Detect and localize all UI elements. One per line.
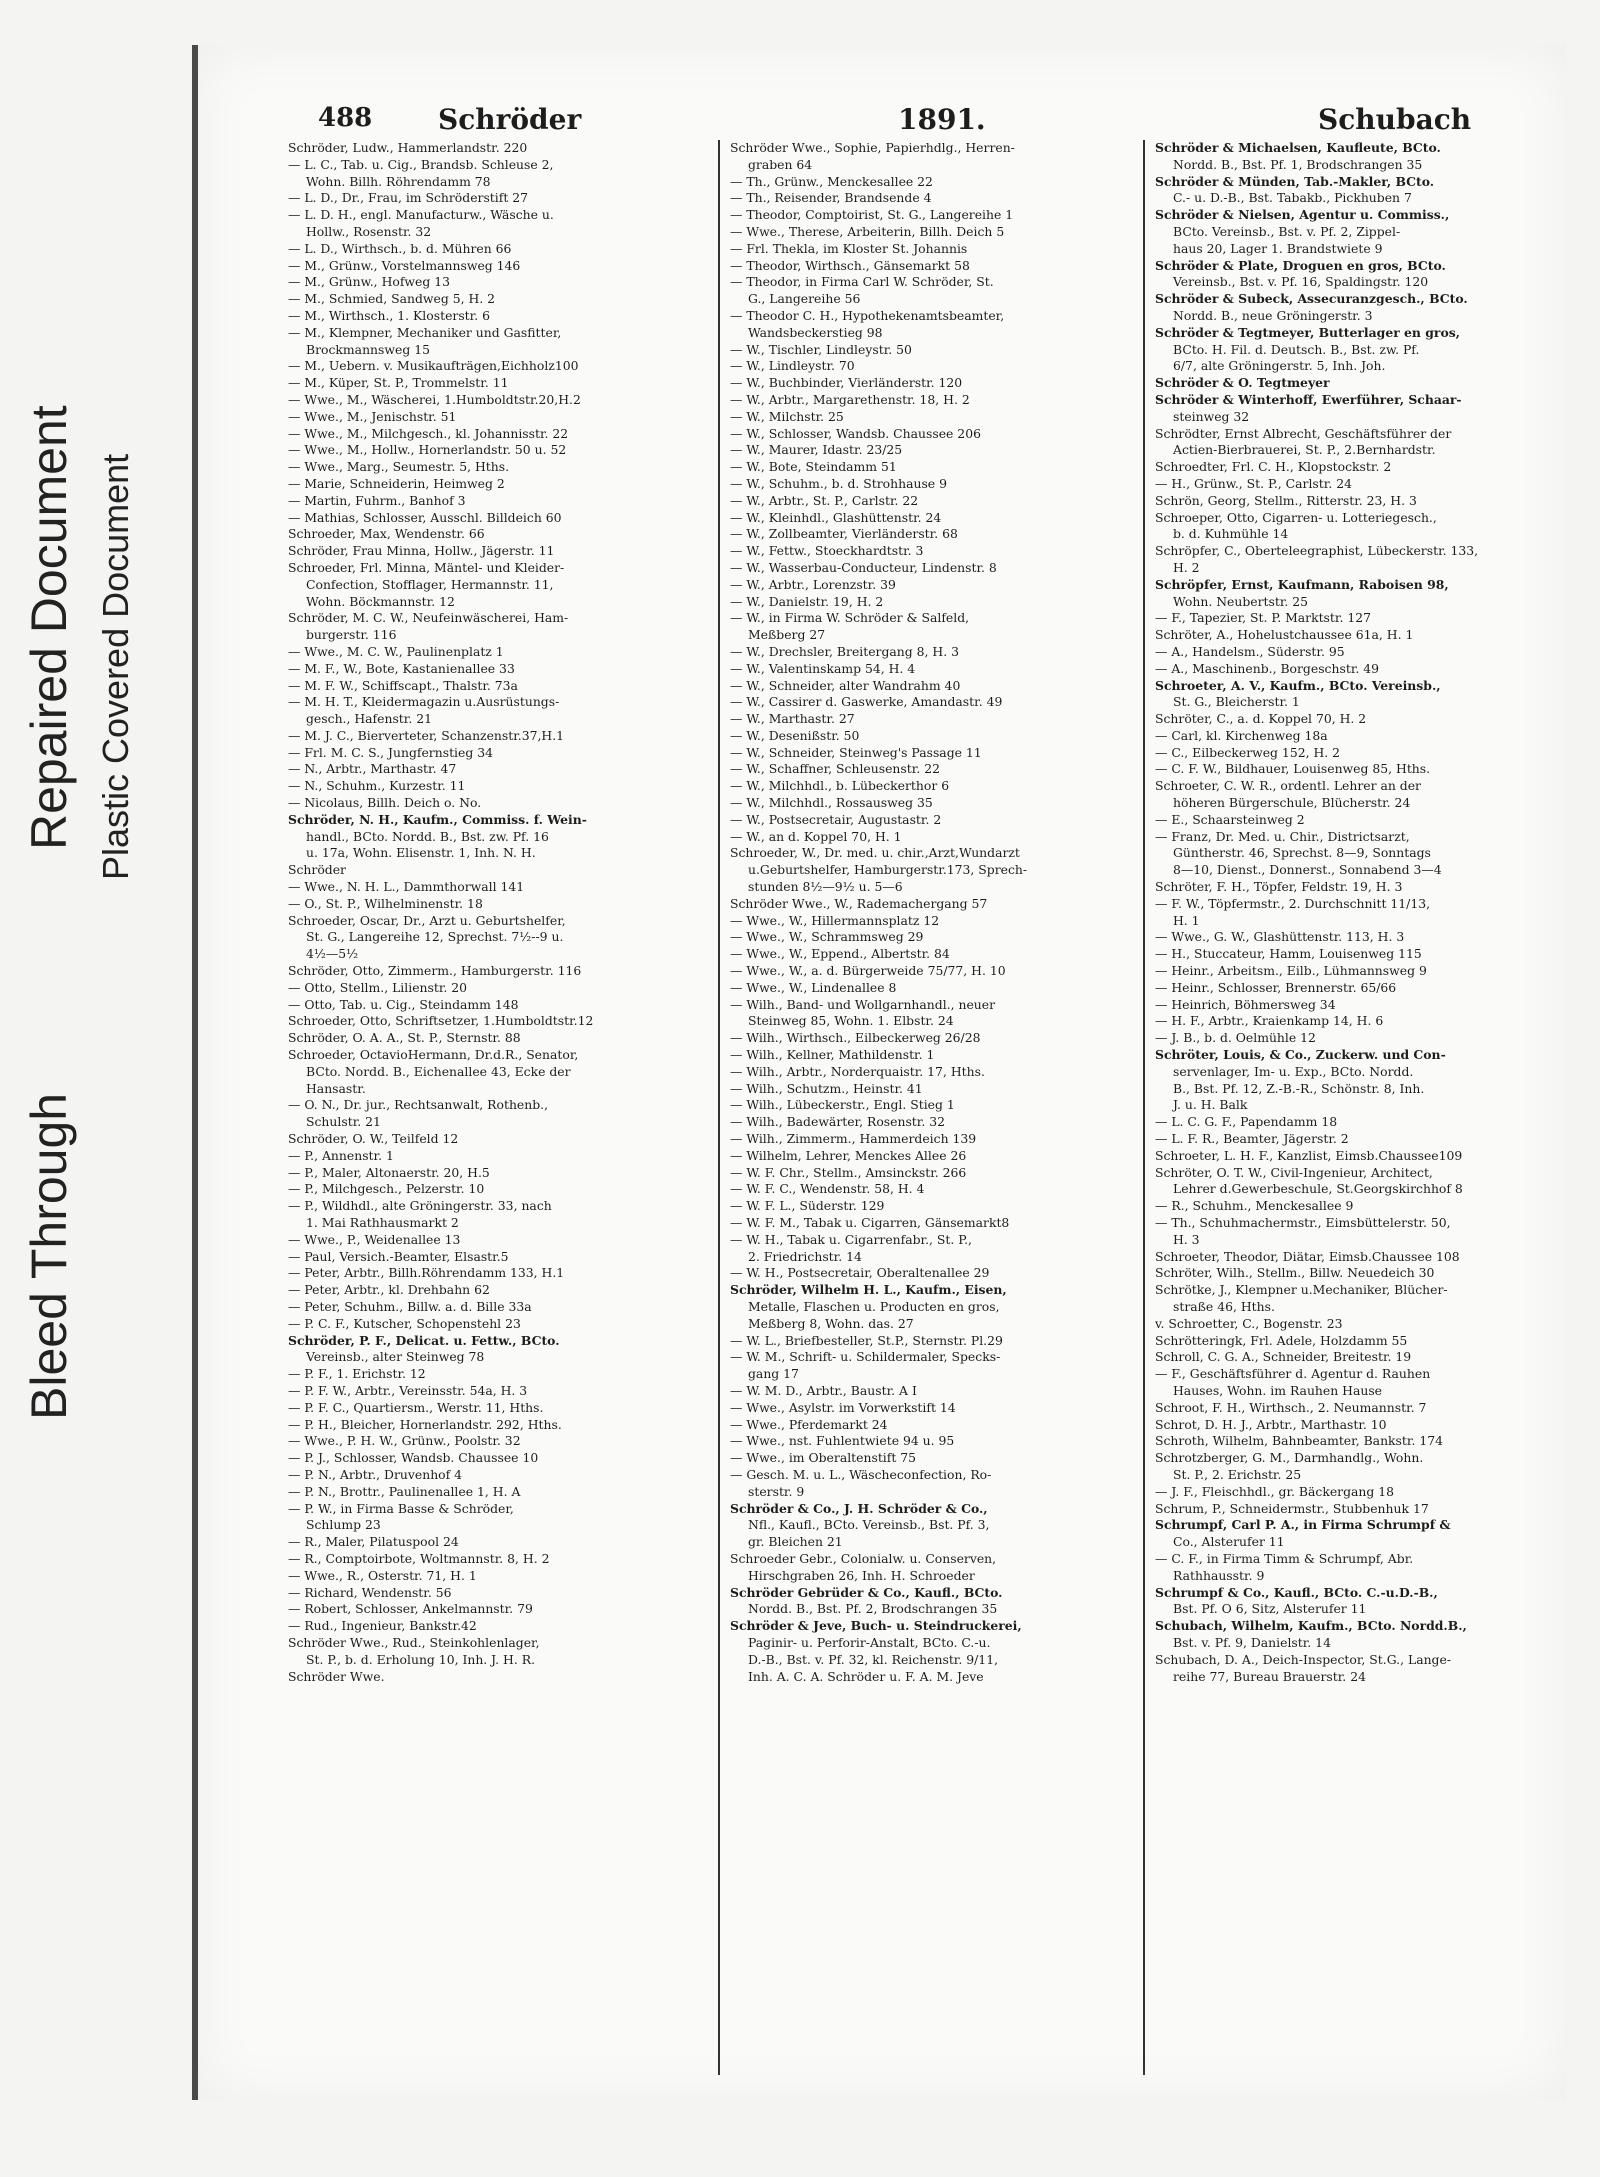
- directory-entry: Rathhausstr. 9: [1173, 1567, 1265, 1583]
- directory-entry: — W., Schaffner, Schleusenstr. 22: [730, 761, 940, 777]
- directory-entry: — Wwe., W., Schrammsweg 29: [730, 929, 924, 945]
- directory-entry: — Th., Schuhmachermstr., Eimsbüttelerstr. 50,: [1155, 1215, 1451, 1230]
- directory-entry: — H., Grünw., St. P., Carlstr. 24: [1155, 475, 1352, 491]
- directory-entry: — W., Marthastr. 27: [730, 711, 855, 727]
- directory-entry: — Wwe., im Oberaltenstift 75: [730, 1450, 917, 1466]
- directory-entry: Schröder, M. C. W., Neufeinwäscherei, Ham-: [288, 610, 569, 626]
- directory-entry: — L. D., Dr., Frau, im Schröderstift 27: [288, 190, 529, 206]
- directory-entry: — Wwe., W., Lindenallee 8: [730, 979, 897, 995]
- directory-entry: Wandsbeckerstieg 98: [748, 324, 883, 340]
- directory-entry: — P. C. F., Kutscher, Schopenstehl 23: [288, 1315, 521, 1331]
- directory-entry: — M., Grünw., Hofweg 13: [288, 274, 450, 290]
- directory-entry: handl., BCto. Nordd. B., Bst. zw. Pf. 16: [306, 828, 549, 844]
- directory-entry: — Theodor C. H., Hypothekenamtsbeamter,: [730, 307, 1005, 323]
- directory-entry: Schroeder Gebr., Colonialw. u. Conserven,: [730, 1550, 997, 1566]
- directory-entry: — W., Schneider, Steinweg's Passage 11: [730, 744, 982, 760]
- directory-entry: Actien-Bierbrauerei, St. P., 2.Bernhardstr.: [1173, 442, 1436, 458]
- directory-entry: — Wilh., Zimmerm., Hammerdeich 139: [730, 1131, 977, 1147]
- directory-entry: — Wwe., R., Osterstr. 71, H. 1: [288, 1567, 477, 1583]
- directory-entry: — W., Schlosser, Wandsb. Chaussee 206: [730, 425, 981, 441]
- column-1: [288, 140, 718, 2075]
- directory-entry: B., Bst. Pf. 12, Z.-B.-R., Schönstr. 8, Inh.: [1173, 1080, 1425, 1096]
- directory-entry: Schröder, P. F., Delicat. u. Fettw., BCto.: [288, 1332, 560, 1348]
- directory-entry: Schrum, P., Schneidermstr., Stubbenhuk 17: [1155, 1500, 1429, 1516]
- directory-entry: — R., Comptoirbote, Woltmannstr. 8, H. 2: [288, 1550, 550, 1566]
- directory-entry: Schröder, Otto, Zimmerm., Hamburgerstr. 116: [288, 963, 582, 979]
- directory-entry: — M., Schmied, Sandweg 5, H. 2: [288, 291, 496, 307]
- directory-entry: — W., Bote, Steindamm 51: [730, 459, 897, 475]
- directory-entry: — Wwe., Marg., Seumestr. 5, Hths.: [288, 459, 510, 475]
- directory-entry: — Wwe., M., Hollw., Hornerlandstr. 50 u. 52: [288, 442, 567, 458]
- directory-entry: H. 2: [1173, 559, 1200, 575]
- directory-entry: Schroeder, OctavioHermann, Dr.d.R., Senator,: [288, 1047, 579, 1063]
- directory-entry: Vereinsb., Bst. v. Pf. 16, Spaldingstr. 120: [1173, 274, 1429, 290]
- directory-entry: Schröder Wwe.: [288, 1668, 385, 1684]
- directory-entry: — Wwe., W., a. d. Bürgerweide 75/77, H. 10: [730, 963, 1006, 979]
- directory-entry: Schröter, Louis, & Co., Zuckerw. und Con-: [1155, 1047, 1446, 1063]
- directory-entry: — M. F., W., Bote, Kastanienallee 33: [288, 660, 515, 676]
- directory-entry: — W., Maurer, Idastr. 23/25: [730, 442, 903, 458]
- directory-entry: — C. F., in Firma Timm & Schrumpf, Abr.: [1155, 1550, 1414, 1566]
- directory-entry: Schroeter, L. H. F., Kanzlist, Eimsb.Chaussee109: [1155, 1147, 1463, 1163]
- directory-entry: Nordd. B., neue Gröningerstr. 3: [1173, 307, 1373, 323]
- directory-entry: Schröder & Jeve, Buch- u. Steindruckerei,: [730, 1618, 1022, 1634]
- directory-entry: Lehrer d.Gewerbeschule, St.Georgskirchhof 8: [1173, 1181, 1463, 1197]
- directory-entry: — Wwe., N. H. L., Dammthorwall 141: [288, 879, 525, 895]
- directory-entry: Schröder & Münden, Tab.-Makler, BCto.: [1155, 173, 1435, 189]
- directory-entry: Co., Alsterufer 11: [1173, 1534, 1285, 1550]
- directory-entry: — W., Schuhm., b. d. Strohhause 9: [730, 475, 947, 491]
- directory-entry: — P. F., 1. Erichstr. 12: [288, 1366, 426, 1382]
- running-head: [198, 103, 1566, 143]
- directory-entry: Schröter, F. H., Töpfer, Feldstr. 19, H. 3: [1155, 879, 1403, 895]
- directory-entry: — W., Arbtr., Lorenzstr. 39: [730, 576, 896, 592]
- directory-entry: — W., Drechsler, Breitergang 8, H. 3: [730, 643, 959, 659]
- directory-entry: St. G., Bleicherstr. 1: [1173, 694, 1300, 710]
- directory-entry: — J. B., b. d. Oelmühle 12: [1155, 1030, 1316, 1046]
- directory-entry: — Robert, Schlosser, Ankelmannstr. 79: [288, 1601, 533, 1617]
- directory-entry: Confection, Stofflager, Hermannstr. 11,: [306, 576, 554, 592]
- directory-entry: Schröder Gebrüder & Co., Kaufl., BCto.: [730, 1584, 1003, 1600]
- bleed-through-label: Bleed Through: [21, 1092, 77, 1420]
- directory-entry: — W., an d. Koppel 70, H. 1: [730, 828, 902, 844]
- directory-entry: — L. D. H., engl. Manufacturw., Wäsche u.: [288, 207, 554, 223]
- directory-entry: BCto. H. Fil. d. Deutsch. B., Bst. zw. Pf.: [1173, 341, 1420, 357]
- directory-entry: Schröder & O. Tegtmeyer: [1155, 375, 1330, 391]
- directory-entry: — P. H., Bleicher, Hornerlandstr. 292, Hths.: [288, 1416, 562, 1432]
- directory-entry: Schroll, C. G. A., Schneider, Breitestr. 19: [1155, 1349, 1412, 1365]
- directory-entry: Schroth, Wilhelm, Bahnbeamter, Bankstr. 174: [1155, 1433, 1443, 1449]
- directory-entry: Schröder, O. W., Teilfeld 12: [288, 1131, 459, 1147]
- directory-entry: — Theodor, Comptoirist, St. G., Langereihe 1: [730, 207, 1014, 223]
- directory-page: [192, 45, 1566, 2100]
- directory-entry: gesch., Hafenstr. 21: [306, 711, 432, 727]
- year-head: 1891.: [898, 103, 986, 136]
- directory-entry: 6/7, alte Gröningerstr. 5, Inh. Joh.: [1173, 358, 1386, 374]
- directory-entry: Schroeder, Oscar, Dr., Arzt u. Geburtshelfer,: [288, 912, 566, 928]
- directory-entry: servenlager, Im- u. Exp., BCto. Nordd.: [1173, 1063, 1414, 1079]
- directory-entry: u.Geburtshelfer, Hamburgerstr.173, Sprech-: [748, 862, 1028, 878]
- directory-entry: Schroeper, Otto, Cigarren- u. Lotteriegesch.,: [1155, 509, 1437, 525]
- directory-entry: Nfl., Kaufl., BCto. Vereinsb., Bst. Pf. 3,: [748, 1517, 990, 1533]
- directory-entry: — Frl. M. C. S., Jungfernstieg 34: [288, 744, 493, 760]
- directory-entry: Schröder, Wilhelm H. L., Kaufm., Eisen,: [730, 1282, 1007, 1298]
- directory-entry: burgerstr. 116: [306, 627, 397, 643]
- directory-entry: Schrumpf & Co., Kaufl., BCto. C.-u.D.-B.,: [1155, 1584, 1438, 1600]
- directory-entry: Schröder, Frau Minna, Hollw., Jägerstr. 11: [288, 543, 555, 559]
- directory-entry: — A., Maschinenb., Borgeschstr. 49: [1155, 660, 1380, 676]
- directory-entry: Schröder Wwe., W., Rademachergang 57: [730, 895, 988, 911]
- directory-entry: — Peter, Arbtr., Billh.Röhrendamm 133, H.1: [288, 1265, 565, 1281]
- directory-entry: Schroot, F. H., Wirthsch., 2. Neumannstr. 7: [1155, 1399, 1427, 1415]
- directory-entry: Nordd. B., Bst. Pf. 2, Brodschrangen 35: [748, 1601, 998, 1617]
- directory-entry: — Wwe., nst. Fuhlentwiete 94 u. 95: [730, 1433, 955, 1449]
- directory-entry: — Wwe., M., Wäscherei, 1.Humboldtstr.20,H.2: [288, 391, 581, 407]
- directory-entry: — Wilh., Lübeckerstr., Engl. Stieg 1: [730, 1097, 955, 1113]
- directory-entry: 4½—5½: [306, 946, 359, 962]
- directory-entry: — P. J., Schlosser, Wandsb. Chaussee 10: [288, 1450, 539, 1466]
- directory-entry: v. Schroetter, C., Bogenstr. 23: [1155, 1315, 1343, 1331]
- directory-entry: — M. H. T., Kleidermagazin u.Ausrüstungs-: [288, 694, 560, 710]
- directory-entry: — W., Postsecretair, Augustastr. 2: [730, 811, 942, 827]
- directory-entry: — F. W., Töpfermstr., 2. Durchschnitt 11/13,: [1155, 895, 1431, 911]
- directory-entry: — Gesch. M. u. L., Wäscheconfection, Ro-: [730, 1466, 992, 1482]
- directory-entry: — Carl, kl. Kirchenweg 18a: [1155, 727, 1328, 743]
- directory-entry: Schroeter, Theodor, Diätar, Eimsb.Chaussee 108: [1155, 1248, 1460, 1264]
- directory-entry: Hirschgraben 26, Inh. H. Schroeder: [748, 1567, 975, 1583]
- directory-entry: — W. F. M., Tabak u. Cigarren, Gänsemarkt8: [730, 1215, 1010, 1230]
- directory-entry: Schroeder, Max, Wendenstr. 66: [288, 526, 485, 542]
- directory-entry: 8—10, Dienst., Donnerst., Sonnabend 3—4: [1173, 862, 1442, 878]
- directory-entry: — Theodor, Wirthsch., Gänsemarkt 58: [730, 257, 970, 273]
- directory-entry: — Marie, Schneiderin, Heimweg 2: [288, 475, 505, 491]
- directory-entry: — N., Schuhm., Kurzestr. 11: [288, 778, 466, 794]
- directory-entry: Schröder & Nielsen, Agentur u. Commiss.,: [1155, 207, 1450, 223]
- directory-entry: — Rud., Ingenieur, Bankstr.42: [288, 1618, 477, 1634]
- directory-entry: Schroeter, C. W. R., ordentl. Lehrer an der: [1155, 778, 1421, 794]
- directory-entry: Schröder & Tegtmeyer, Butterlager en gros,: [1155, 324, 1460, 340]
- directory-entry: Schröter, A., Hohelustchaussee 61a, H. 1: [1155, 627, 1414, 643]
- directory-entry: — W. F. Chr., Stellm., Amsinckstr. 266: [730, 1164, 967, 1180]
- directory-entry: Schroedter, Frl. C. H., Klopstockstr. 2: [1155, 459, 1392, 475]
- directory-entry: — E., Schaarsteinweg 2: [1155, 811, 1305, 827]
- directory-entry: straße 46, Hths.: [1173, 1298, 1275, 1314]
- directory-entry: — W., Milchstr. 25: [730, 408, 844, 424]
- left-head-word: Schröder: [438, 103, 582, 136]
- directory-entry: — P. N., Arbtr., Druvenhof 4: [288, 1466, 463, 1482]
- directory-entry: — Wwe., P., Weidenallee 13: [288, 1231, 461, 1247]
- directory-entry: D.-B., Bst. v. Pf. 32, kl. Reichenstr. 9/11,: [748, 1651, 999, 1667]
- directory-entry: — N., Arbtr., Marthastr. 47: [288, 761, 457, 777]
- directory-entry: — P. W., in Firma Basse & Schröder,: [288, 1500, 514, 1516]
- directory-entry: Schröder & Plate, Droguen en gros, BCto.: [1155, 257, 1446, 273]
- directory-entry: — Paul, Versich.-Beamter, Elsastr.5: [288, 1248, 509, 1264]
- directory-entry: — W., Buchbinder, Vierländerstr. 120: [730, 375, 963, 391]
- directory-entry: — W., Valentinskamp 54, H. 4: [730, 660, 916, 676]
- directory-entry: — Martin, Fuhrm., Banhof 3: [288, 492, 466, 508]
- directory-entry: — C., Eilbeckerweg 152, H. 2: [1155, 744, 1341, 760]
- directory-entry: — P., Wildhdl., alte Gröningerstr. 33, nach: [288, 1198, 552, 1214]
- directory-entry: Schröter, O. T. W., Civil-Ingenieur, Architect,: [1155, 1164, 1433, 1180]
- directory-entry: — Wwe., M., Milchgesch., kl. Johannisstr. 22: [288, 425, 569, 441]
- directory-entry: Meßberg 27: [748, 627, 826, 643]
- directory-entry: — Wilh., Arbtr., Norderquaistr. 17, Hths.: [730, 1063, 985, 1079]
- directory-entry: — L. D., Wirthsch., b. d. Mühren 66: [288, 240, 512, 256]
- directory-entry: sterstr. 9: [748, 1483, 805, 1499]
- directory-entry: Schröder: [288, 862, 346, 878]
- directory-entry: — Nicolaus, Billh. Deich o. No.: [288, 795, 482, 811]
- directory-entry: Hauses, Wohn. im Rauhen Hause: [1173, 1382, 1383, 1398]
- directory-entry: — Frl. Thekla, im Kloster St. Johannis: [730, 240, 968, 256]
- directory-entry: Metalle, Flaschen u. Producten en gros,: [748, 1298, 1000, 1314]
- directory-entry: — Wwe., W., Eppend., Albertstr. 84: [730, 946, 950, 962]
- directory-entry: Schröder, N. H., Kaufm., Commiss. f. Wein-: [288, 811, 587, 827]
- directory-entry: — Wwe., Pferdemarkt 24: [730, 1416, 888, 1432]
- directory-entry: — L. F. R., Beamter, Jägerstr. 2: [1155, 1131, 1349, 1147]
- directory-entry: — O. N., Dr. jur., Rechtsanwalt, Rothenb.,: [288, 1097, 549, 1113]
- directory-entry: BCto. Nordd. B., Eichenallee 43, Ecke der: [306, 1063, 571, 1079]
- directory-entry: Schrot, D. H. J., Arbtr., Marthastr. 10: [1155, 1416, 1387, 1432]
- directory-entry: 1. Mai Rathhausmarkt 2: [306, 1215, 459, 1230]
- directory-entry: Nordd. B., Bst. Pf. 1, Brodschrangen 35: [1173, 156, 1423, 172]
- directory-entry: — W., Milchhdl., Rossausweg 35: [730, 795, 933, 811]
- directory-entry: Schrön, Georg, Stellm., Ritterstr. 23, H. 3: [1155, 492, 1417, 508]
- directory-entry: haus 20, Lager 1. Brandstwiete 9: [1173, 240, 1383, 256]
- directory-entry: — H. F., Arbtr., Kraienkamp 14, H. 6: [1155, 1013, 1384, 1029]
- directory-entry: Bst. Pf. O 6, Sitz, Alsterufer 11: [1173, 1601, 1367, 1617]
- directory-entry: St. G., Langereihe 12, Sprechst. 7½--9 u.: [306, 929, 564, 945]
- directory-entry: Schröpfer, Ernst, Kaufmann, Raboisen 98,: [1155, 576, 1449, 592]
- directory-entry: Hansastr.: [306, 1080, 366, 1096]
- directory-entry: — W., in Firma W. Schröder & Salfeld,: [730, 610, 970, 626]
- directory-entry: stunden 8½—9½ u. 5—6: [748, 879, 903, 895]
- directory-entry: — Heinrich, Böhmersweg 34: [1155, 996, 1336, 1012]
- directory-entry: Wohn. Böckmannstr. 12: [306, 593, 455, 609]
- directory-entry: — Wilh., Badewärter, Rosenstr. 32: [730, 1114, 945, 1130]
- directory-entry: — P., Milchgesch., Pelzerstr. 10: [288, 1181, 485, 1197]
- directory-entry: — Wilh., Band- und Wollgarnhandl., neuer: [730, 996, 996, 1012]
- directory-entry: gr. Bleichen 21: [748, 1534, 843, 1550]
- directory-entry: — M., Grünw., Vorstelmannsweg 146: [288, 257, 521, 273]
- directory-entry: St. P., 2. Erichstr. 25: [1173, 1466, 1302, 1482]
- directory-entry: Meßberg 8, Wohn. das. 27: [748, 1315, 914, 1331]
- directory-entry: — Heinr., Schlosser, Brennerstr. 65/66: [1155, 979, 1397, 995]
- directory-entry: Bst. v. Pf. 9, Danielstr. 14: [1173, 1634, 1331, 1650]
- directory-entry: — M., Küper, St. P., Trommelstr. 11: [288, 375, 509, 391]
- directory-entry: — W., Kleinhdl., Glashüttenstr. 24: [730, 509, 942, 525]
- directory-entry: Paginir- u. Perforir-Anstalt, BCto. C.-u.: [748, 1634, 991, 1650]
- directory-entry: — C. F. W., Bildhauer, Louisenweg 85, Hths.: [1155, 761, 1431, 777]
- directory-entry: Wohn. Neubertstr. 25: [1173, 593, 1309, 609]
- directory-entry: G., Langereihe 56: [748, 291, 861, 307]
- directory-entry: Schröder, O. A. A., St. P., Sternstr. 88: [288, 1030, 521, 1046]
- directory-entry: Schroeter, A. V., Kaufm., BCto. Vereinsb.,: [1155, 677, 1441, 693]
- directory-entry: — M., Wirthsch., 1. Klosterstr. 6: [288, 307, 490, 323]
- directory-entry: — W., Milchhdl., b. Lübeckerthor 6: [730, 778, 950, 794]
- directory-entry: — Wwe., Therese, Arbeiterin, Billh. Deich 5: [730, 223, 1005, 239]
- directory-entry: — Wwe., G. W., Glashüttenstr. 113, H. 3: [1155, 929, 1405, 945]
- directory-entry: Inh. A. C. A. Schröder u. F. A. M. Jeve: [748, 1668, 984, 1684]
- directory-entry: — W., Cassirer d. Gaswerke, Amandastr. 49: [730, 694, 1003, 710]
- directory-entry: Schlump 23: [306, 1517, 381, 1533]
- directory-entry: — Peter, Schuhm., Billw. a. d. Bille 33a: [288, 1298, 532, 1314]
- directory-entry: — W., Schneider, alter Wandrahm 40: [730, 677, 961, 693]
- directory-entry: Schrödter, Ernst Albrecht, Geschäftsführer der: [1155, 425, 1452, 441]
- directory-entry: — W. L., Briefbesteller, St.P., Sternstr. Pl.29: [730, 1332, 1003, 1348]
- directory-entry: H. 3: [1173, 1231, 1200, 1247]
- side-labels: [0, 0, 190, 2177]
- directory-entry: — R., Maler, Pilatuspool 24: [288, 1534, 459, 1550]
- directory-entry: Schröder & Winterhoff, Ewerführer, Schaar-: [1155, 391, 1462, 407]
- directory-entry: — W., Arbtr., Margarethenstr. 18, H. 2: [730, 391, 970, 407]
- directory-entry: J. u. H. Balk: [1173, 1097, 1248, 1113]
- directory-entry: — W., Danielstr. 19, H. 2: [730, 593, 884, 609]
- directory-entry: — M. F. W., Schiffscapt., Thalstr. 73a: [288, 677, 518, 693]
- directory-entry: — Mathias, Schlosser, Ausschl. Billdeich 60: [288, 509, 562, 525]
- directory-entry: — W., Zollbeamter, Vierländerstr. 68: [730, 526, 958, 542]
- directory-entry: — Th., Reisender, Brandsende 4: [730, 190, 932, 206]
- directory-entry: — W., Desenißstr. 50: [730, 727, 860, 743]
- repaired-document-label: Repaired Document: [21, 405, 77, 850]
- directory-entry: Schröder Wwe., Rud., Steinkohlenlager,: [288, 1634, 540, 1650]
- directory-entry: Schröder & Subeck, Assecuranzgesch., BCto.: [1155, 291, 1468, 307]
- directory-entry: — F., Geschäftsführer d. Agentur d. Rauhen: [1155, 1366, 1431, 1382]
- directory-entry: Schroeder, Otto, Schriftsetzer, 1.Humboldtstr.12: [288, 1013, 594, 1029]
- directory-entry: steinweg 32: [1173, 408, 1250, 424]
- directory-entry: — W., Tischler, Lindleystr. 50: [730, 341, 912, 357]
- directory-entry: — W., Fettw., Stoeckhardtstr. 3: [730, 543, 924, 559]
- column-3: [1143, 140, 1560, 2075]
- directory-entry: Schröder Wwe., Sophie, Papierhdlg., Herren-: [730, 140, 1015, 155]
- directory-entry: — M., Klempner, Mechaniker und Gasfitter,: [288, 324, 562, 340]
- plastic-covered-label: Plastic Covered Document: [95, 453, 136, 880]
- directory-entry: Schroeder, W., Dr. med. u. chir.,Arzt,Wundarzt: [730, 845, 1020, 861]
- directory-entry: — W., Lindleystr. 70: [730, 358, 855, 374]
- directory-entry: — W. F. L., Süderstr. 129: [730, 1198, 885, 1214]
- directory-entry: Schröpfer, C., Oberteleegraphist, Lübeckerstr. 133,: [1155, 543, 1479, 559]
- directory-entry: — W., Arbtr., St. P., Carlstr. 22: [730, 492, 919, 508]
- directory-entry: — Otto, Stellm., Lilienstr. 20: [288, 979, 468, 995]
- directory-entry: Schröder & Co., J. H. Schröder & Co.,: [730, 1500, 988, 1516]
- directory-entry: — P. F. W., Arbtr., Vereinsstr. 54a, H. 3: [288, 1382, 528, 1398]
- directory-entry: BCto. Vereinsb., Bst. v. Pf. 2, Zippel-: [1173, 223, 1401, 239]
- directory-entry: — W. H., Tabak u. Cigarrenfabr., St. P.,: [730, 1231, 972, 1247]
- directory-entry: — Wilh., Schutzm., Heinstr. 41: [730, 1080, 923, 1096]
- directory-entry: — J. F., Fleischhdl., gr. Bäckergang 18: [1155, 1483, 1395, 1499]
- directory-entry: — F., Tapezier, St. P. Marktstr. 127: [1155, 610, 1371, 626]
- directory-entry: — P., Maler, Altonaerstr. 20, H.5: [288, 1164, 490, 1180]
- directory-entry: Schulstr. 21: [306, 1114, 381, 1130]
- directory-entry: — Wwe., P. H. W., Grünw., Poolstr. 32: [288, 1433, 521, 1449]
- directory-entry: — Wwe., W., Hillermannsplatz 12: [730, 912, 940, 928]
- directory-entry: — P. N., Brottr., Paulinenallee 1, H. A: [288, 1483, 521, 1499]
- directory-entry: — Theodor, in Firma Carl W. Schröder, St.: [730, 274, 994, 290]
- directory-entry: u. 17a, Wohn. Elisenstr. 1, Inh. N. H.: [306, 845, 536, 861]
- directory-entry: — Wilh., Kellner, Mathildenstr. 1: [730, 1047, 935, 1063]
- directory-entry: Schroeder, Frl. Minna, Mäntel- und Kleider-: [288, 559, 565, 575]
- directory-entry: Schrötke, J., Klempner u.Mechaniker, Blücher-: [1155, 1282, 1448, 1298]
- directory-entry: — Wwe., M. C. W., Paulinenplatz 1: [288, 643, 504, 659]
- directory-entry: höheren Bürgerschule, Blücherstr. 24: [1173, 795, 1411, 811]
- page-number: 488: [318, 103, 373, 133]
- directory-entry: — Franz, Dr. Med. u. Chir., Districtsarzt,: [1155, 828, 1410, 844]
- directory-entry: Hollw., Rosenstr. 32: [306, 223, 432, 239]
- directory-entry: St. P., b. d. Erholung 10, Inh. J. H. R.: [306, 1651, 536, 1667]
- directory-entry: H. 1: [1173, 912, 1200, 928]
- directory-entry: Schrumpf, Carl P. A., in Firma Schrumpf &: [1155, 1517, 1451, 1533]
- directory-entry: — W. M., Schrift- u. Schildermaler, Specks-: [730, 1349, 1001, 1365]
- directory-entry: — Th., Grünw., Menckesallee 22: [730, 173, 933, 189]
- directory-entry: — P., Annenstr. 1: [288, 1147, 394, 1163]
- directory-entry: Schröder, Ludw., Hammerlandstr. 220: [288, 140, 528, 155]
- directory-entry: — L. C., Tab. u. Cig., Brandsb. Schleuse 2,: [288, 156, 554, 172]
- directory-entry: 2. Friedrichstr. 14: [748, 1248, 862, 1264]
- directory-entry: — Wilhelm, Lehrer, Menckes Allee 26: [730, 1147, 967, 1163]
- directory-entry: — Richard, Wendenstr. 56: [288, 1584, 452, 1600]
- directory-entry: Schröter, Wilh., Stellm., Billw. Neuedeich 30: [1155, 1265, 1435, 1281]
- directory-entry: — O., St. P., Wilhelminenstr. 18: [288, 895, 483, 911]
- directory-entry: — W. H., Postsecretair, Oberaltenallee 29: [730, 1265, 990, 1281]
- directory-entry: — H., Stuccateur, Hamm, Louisenweg 115: [1155, 946, 1422, 962]
- directory-entry: C.- u. D.-B., Bst. Tabakb., Pickhuben 7: [1173, 190, 1412, 206]
- directory-entry: Schrötteringk, Frl. Adele, Holzdamm 55: [1155, 1332, 1408, 1348]
- directory-entry: — A., Handelsm., Süderstr. 95: [1155, 643, 1345, 659]
- directory-entry: — Peter, Arbtr., kl. Drehbahn 62: [288, 1282, 490, 1298]
- directory-entry: Schubach, Wilhelm, Kaufm., BCto. Nordd.B.,: [1155, 1618, 1467, 1634]
- directory-entry: Schröder & Michaelsen, Kaufleute, BCto.: [1155, 140, 1441, 155]
- directory-entry: Brockmannsweg 15: [306, 341, 430, 357]
- directory-entry: Vereinsb., alter Steinweg 78: [306, 1349, 485, 1365]
- directory-entry: — Wwe., M., Jenischstr. 51: [288, 408, 457, 424]
- directory-entry: Steinweg 85, Wohn. 1. Elbstr. 24: [748, 1013, 954, 1029]
- directory-entry: graben 64: [748, 156, 813, 172]
- column-2: [718, 140, 1140, 2075]
- directory-entry: Wohn. Billh. Röhrendamm 78: [306, 173, 491, 189]
- directory-entry: — Wilh., Wirthsch., Eilbeckerweg 26/28: [730, 1030, 981, 1046]
- directory-entry: — W. F. C., Wendenstr. 58, H. 4: [730, 1181, 925, 1197]
- directory-entry: — Wwe., Asylstr. im Vorwerkstift 14: [730, 1399, 956, 1415]
- directory-entry: — M. J. C., Bierverteter, Schanzenstr.37,H.1: [288, 727, 565, 743]
- directory-entry: gang 17: [748, 1366, 799, 1382]
- directory-entry: — W. M. D., Arbtr., Baustr. A I: [730, 1382, 917, 1398]
- directory-entry: reihe 77, Bureau Brauerstr. 24: [1173, 1668, 1366, 1684]
- directory-entry: Schröter, C., a. d. Koppel 70, H. 2: [1155, 711, 1367, 727]
- directory-entry: Güntherstr. 46, Sprechst. 8—9, Sonntags: [1173, 845, 1431, 861]
- right-head-word: Schubach: [1318, 103, 1472, 136]
- directory-entry: — M., Uebern. v. Musikaufträgen,Eichholz100: [288, 358, 579, 374]
- directory-entry: — Heinr., Arbeitsm., Eilb., Lühmannsweg 9: [1155, 963, 1427, 979]
- directory-entry: b. d. Kuhmühle 14: [1173, 526, 1289, 542]
- directory-entry: Schrotzberger, G. M., Darmhandlg., Wohn.: [1155, 1450, 1424, 1466]
- directory-entry: — L. C. G. F., Papendamm 18: [1155, 1114, 1338, 1130]
- directory-entry: — P. F. C., Quartiersm., Werstr. 11, Hths.: [288, 1399, 544, 1415]
- directory-entry: — W., Wasserbau-Conducteur, Lindenstr. 8: [730, 559, 997, 575]
- directory-entry: — R., Schuhm., Menckesallee 9: [1155, 1198, 1354, 1214]
- directory-entry: — Otto, Tab. u. Cig., Steindamm 148: [288, 996, 519, 1012]
- directory-entry: Schubach, D. A., Deich-Inspector, St.G., Lange-: [1155, 1651, 1452, 1667]
